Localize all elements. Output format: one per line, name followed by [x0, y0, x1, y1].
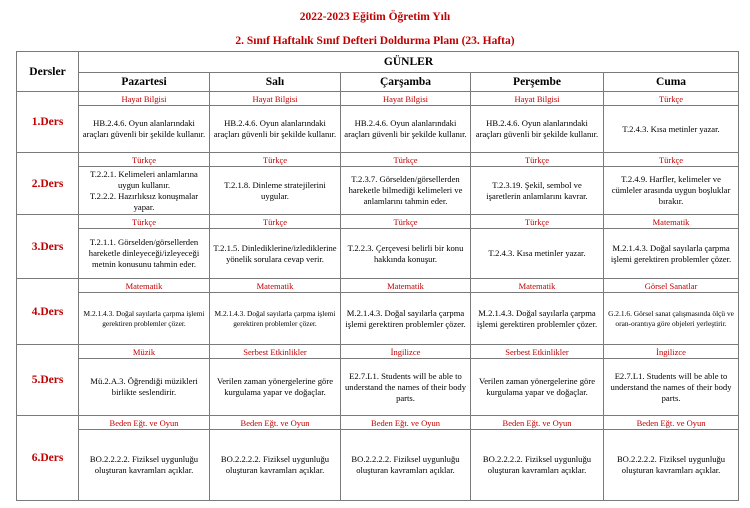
subject-label: Türkçe: [341, 153, 471, 167]
objective-text: G.2.1.6. Görsel sanat çalışmasında ölçü ve oran-orantıya göre objeleri yerleştirir.: [604, 293, 739, 345]
subject-label: Matematik: [341, 279, 471, 293]
subject-label: Türkçe: [604, 92, 739, 106]
subject-label: Matematik: [79, 279, 210, 293]
subject-label: Matematik: [604, 215, 739, 229]
subject-label: Beden Eğt. ve Oyun: [604, 416, 739, 430]
objective-text: M.2.1.4.3. Doğal sayılarla çarpma işlemi gerektiren problemler çözer.: [79, 293, 210, 345]
objective-text: BO.2.2.2.2. Fiziksel uygunluğu oluşturan kavramları açıklar.: [79, 430, 210, 501]
lesson-name: 2.Ders: [17, 153, 79, 215]
lesson-name: 3.Ders: [17, 215, 79, 279]
subject-label: İngilizce: [604, 345, 739, 359]
objective-text: HB.2.4.6. Oyun alanlarındaki araçları güvenli bir şekilde kullanır.: [79, 106, 210, 153]
lesson-subject-row: [17, 279, 739, 293]
lesson-name: 5.Ders: [17, 345, 79, 416]
subject-label: Beden Eğt. ve Oyun: [210, 416, 341, 430]
objective-text: E2.7.L1. Students will be able to understand the names of their body parts.: [604, 359, 739, 416]
subject-label: Matematik: [210, 279, 341, 293]
subject-label: Türkçe: [79, 153, 210, 167]
lesson-name: 1.Ders: [17, 92, 79, 153]
subject-label: Türkçe: [210, 215, 341, 229]
objective-text: BO.2.2.2.2. Fiziksel uygunluğu oluşturan kavramları açıklar.: [471, 430, 604, 501]
day-header: Çarşamba: [341, 73, 471, 92]
page-subtitle: 2. Sınıf Haftalık Sınıf Defteri Doldurma Planı (23. Hafta): [235, 35, 515, 47]
objective-text: Verilen zaman yönergelerine göre kurgulama yapar ve doğaçlar.: [471, 359, 604, 416]
objective-text: T.2.2.3. Çerçevesi belirli bir konu hakkında konuşur.: [341, 229, 471, 279]
lesson-content-row: [17, 293, 739, 345]
subject-label: Türkçe: [79, 215, 210, 229]
lesson-name: 4.Ders: [17, 279, 79, 345]
page-title: 2022-2023 Eğitim Öğretim Yılı: [299, 11, 451, 23]
weekly-plan-table: [16, 51, 739, 501]
subject-label: İngilizce: [341, 345, 471, 359]
day-header: Salı: [210, 73, 341, 92]
lesson-content-row: [17, 229, 739, 279]
objective-text: T.2.1.1. Görselden/görsellerden hareketle dinleyeceği/izleyeceği metnin konusunu tahmin eder.: [79, 229, 210, 279]
lesson-content-row: [17, 106, 739, 153]
subject-label: Türkçe: [471, 153, 604, 167]
lesson-content-row: [17, 430, 739, 501]
header-dersler: Dersler: [17, 52, 79, 92]
objective-text: BO.2.2.2.2. Fiziksel uygunluğu oluşturan kavramları açıklar.: [341, 430, 471, 501]
objective-text: HB.2.4.6. Oyun alanlarındaki araçları güvenli bir şekilde kullanır.: [210, 106, 341, 153]
header-gunler: GÜNLER: [79, 52, 739, 73]
day-header: Pazartesi: [79, 73, 210, 92]
objective-text: T.2.3.19. Şekil, sembol ve işaretlerin anlamlarını kavrar.: [471, 167, 604, 215]
objective-text: T.2.1.5. Dinlediklerine/izlediklerine yönelik sorulara cevap verir.: [210, 229, 341, 279]
subject-label: Matematik: [471, 279, 604, 293]
subject-label: Görsel Sanatlar: [604, 279, 739, 293]
lesson-name: 6.Ders: [17, 416, 79, 501]
objective-text: T.2.4.9. Harfler, kelimeler ve cümleler arasında uygun boşluklar bırakır.: [604, 167, 739, 215]
subject-label: Beden Eğt. ve Oyun: [341, 416, 471, 430]
lesson-subject-row: [17, 345, 739, 359]
subject-label: Türkçe: [471, 215, 604, 229]
objective-text: M.2.1.4.3. Doğal sayılarla çarpma işlemi gerektiren problemler çözer.: [604, 229, 739, 279]
subject-label: Hayat Bilgisi: [210, 92, 341, 106]
objective-text: HB.2.4.6. Oyun alanlarındaki araçları güvenli bir şekilde kullanır.: [471, 106, 604, 153]
objective-text: BO.2.2.2.2. Fiziksel uygunluğu oluşturan kavramları açıklar.: [210, 430, 341, 501]
day-header: Perşembe: [471, 73, 604, 92]
subject-label: Türkçe: [341, 215, 471, 229]
subject-label: Hayat Bilgisi: [341, 92, 471, 106]
subject-label: Hayat Bilgisi: [79, 92, 210, 106]
objective-text: T.2.1.8. Dinleme stratejilerini uygular.: [210, 167, 341, 215]
lesson-subject-row: [17, 416, 739, 430]
subject-label: Serbest Etkinlikler: [471, 345, 604, 359]
objective-text: Verilen zaman yönergelerine göre kurgulama yapar ve doğaçlar.: [210, 359, 341, 416]
objective-text: T.2.2.1. Kelimeleri anlamlarına uygun kullanır. T.2.2.2. Hazırlıksız konuşmalar yapar.: [79, 167, 210, 215]
subject-label: Serbest Etkinlikler: [210, 345, 341, 359]
objective-text: T.2.3.7. Görselden/görsellerden hareketle bilmediği kelimeleri ve anlamlarını tahmin eder.: [341, 167, 471, 215]
objective-text: M.2.1.4.3. Doğal sayılarla çarpma işlemi gerektiren problemler çözer.: [210, 293, 341, 345]
objective-text: Mü.2.A.3. Öğrendiği müzikleri birlikte seslendirir.: [79, 359, 210, 416]
subject-label: Beden Eğt. ve Oyun: [471, 416, 604, 430]
objective-text: BO.2.2.2.2. Fiziksel uygunluğu oluşturan kavramları açıklar.: [604, 430, 739, 501]
lesson-content-row: [17, 359, 739, 416]
subject-label: Türkçe: [210, 153, 341, 167]
objective-text: E2.7.L1. Students will be able to understand the names of their body parts.: [341, 359, 471, 416]
lesson-subject-row: [17, 92, 739, 106]
subject-label: Müzik: [79, 345, 210, 359]
objective-text: T.2.4.3. Kısa metinler yazar.: [604, 106, 739, 153]
lesson-subject-row: [17, 153, 739, 167]
subject-label: Hayat Bilgisi: [471, 92, 604, 106]
subject-label: Türkçe: [604, 153, 739, 167]
objective-text: HB.2.4.6. Oyun alanlarındaki araçları güvenli bir şekilde kullanır.: [341, 106, 471, 153]
objective-text: M.2.1.4.3. Doğal sayılarla çarpma işlemi gerektiren problemler çözer.: [471, 293, 604, 345]
objective-text: T.2.4.3. Kısa metinler yazar.: [471, 229, 604, 279]
day-header: Cuma: [604, 73, 739, 92]
objective-text: M.2.1.4.3. Doğal sayılarla çarpma işlemi gerektiren problemler çözer.: [341, 293, 471, 345]
lesson-content-row: [17, 167, 739, 215]
subject-label: Beden Eğt. ve Oyun: [79, 416, 210, 430]
lesson-subject-row: [17, 215, 739, 229]
